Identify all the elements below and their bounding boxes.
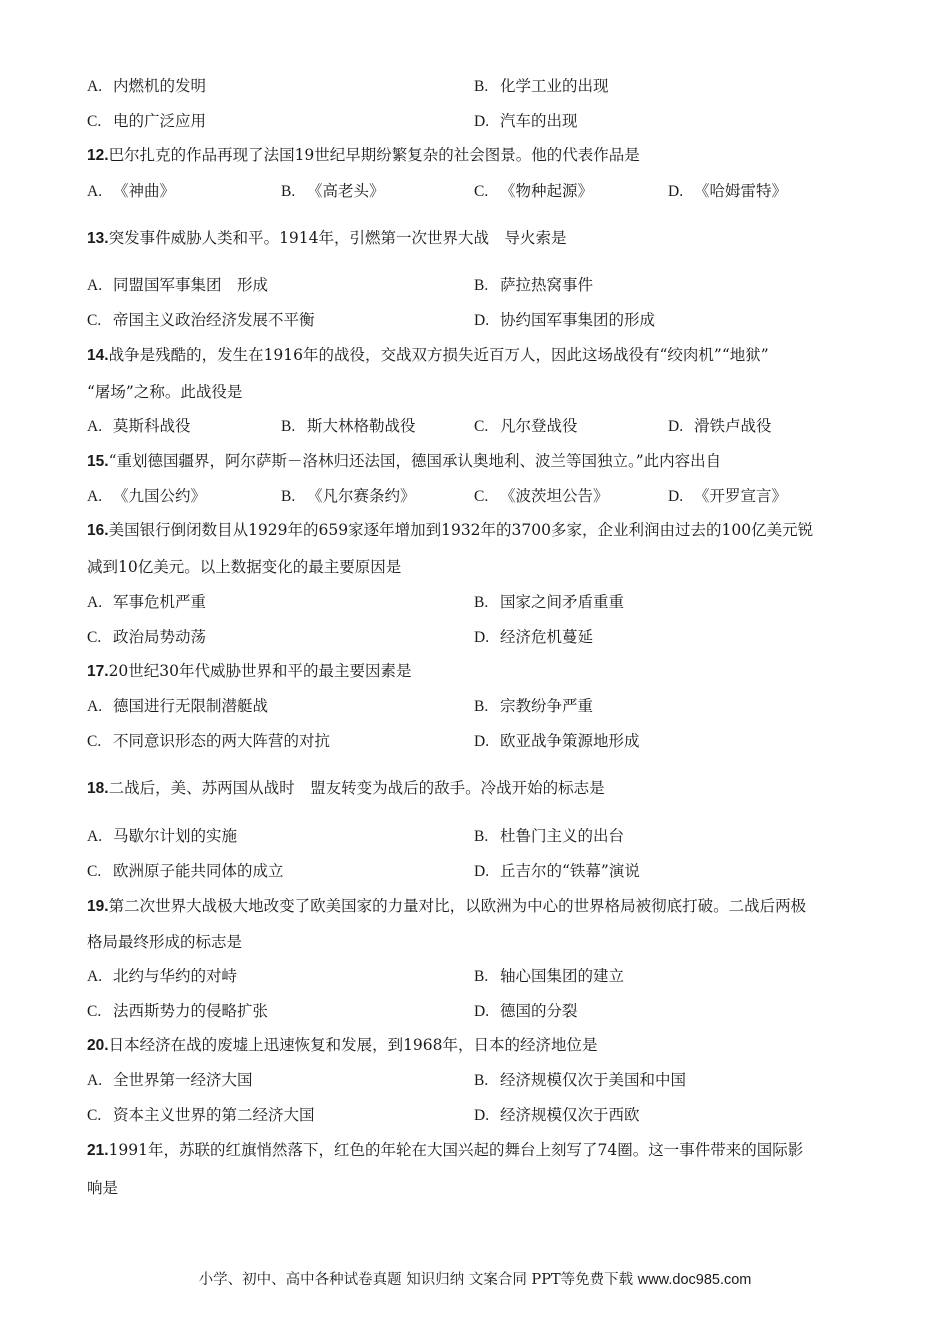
option-b[interactable]: B. 国家之间矛盾重重 (474, 593, 625, 611)
question-13-stem: 13.突发事件威胁人类和平。1914年，引燃第一次世界大战 导火索是 (87, 229, 567, 247)
option-a[interactable]: A. 军事危机严重 (87, 593, 207, 611)
question-14-stem: 14.战争是残酷的，发生在1916年的战役，交战双方损失近百万人，因此这场战役有“绞肉机”“地狱” (87, 346, 769, 364)
option-c[interactable]: C. 资本主义世界的第二经济大国 (87, 1106, 315, 1124)
option-b[interactable]: B. 化学工业的出现 (474, 77, 609, 95)
footer-text: 小学、初中、高中各种试卷真题 知识归纳 文案合同 PPT等免费下载 (198, 1272, 634, 1288)
question-16-stem: 16.美国银行倒闭数目从1929年的659家逐年增加到1932年的3700多家，企业利润由过去的100亿美元锐 (87, 521, 814, 539)
option-d[interactable]: D. 经济危机蔓延 (474, 628, 594, 646)
option-d[interactable]: D. 德国的分裂 (474, 1002, 578, 1020)
option-a[interactable]: A. 同盟国军事集团 形成 (87, 276, 269, 294)
option-a[interactable]: A. 马歇尔计划的实施 (87, 827, 238, 845)
option-b[interactable]: B. 《高老头》 (281, 182, 385, 200)
option-c[interactable]: C. 电的广泛应用 (87, 112, 207, 130)
option-a[interactable]: A. 内燃机的发明 (87, 77, 207, 95)
option-d[interactable]: D. 协约国军事集团的形成 (474, 311, 656, 329)
option-a[interactable]: A. 全世界第一经济大国 (87, 1071, 253, 1089)
option-c[interactable]: C. 帝国主义政治经济发展不平衡 (87, 311, 315, 329)
option-b[interactable]: B. 杜鲁门主义的出台 (474, 827, 625, 845)
option-b[interactable]: B. 萨拉热窝事件 (474, 276, 594, 294)
option-d[interactable]: D. 汽车的出现 (474, 112, 578, 130)
page-footer (0, 1270, 950, 1290)
option-c[interactable]: C. 《物种起源》 (474, 182, 594, 200)
option-d[interactable]: D. 《开罗宣言》 (668, 487, 788, 505)
option-a[interactable]: A. 德国进行无限制潜艇战 (87, 697, 269, 715)
option-d[interactable]: D. 《哈姆雷特》 (668, 182, 788, 200)
option-a[interactable]: A. 北约与华约的对峙 (87, 967, 238, 985)
question-14-stem-cont: “屠场”之称。此战役是 (87, 383, 243, 401)
option-a[interactable]: A. 《九国公约》 (87, 487, 207, 505)
option-a[interactable]: A. 莫斯科战役 (87, 417, 191, 435)
question-19-stem-cont: 格局最终形成的标志是 (87, 933, 243, 951)
option-b[interactable]: B. 经济规模仅次于美国和中国 (474, 1071, 687, 1089)
question-16-stem-cont: 减到10亿美元。以上数据变化的最主要原因是 (87, 558, 402, 576)
option-a[interactable]: A. 《神曲》 (87, 182, 176, 200)
option-d[interactable]: D. 滑铁卢战役 (668, 417, 772, 435)
option-c[interactable]: C. 不同意识形态的两大阵营的对抗 (87, 732, 331, 750)
question-21-stem: 21.1991年，苏联的红旗悄然落下，红色的年轮在大国兴起的舞台上刻写了74圈。这一事件带来的国际影 (87, 1141, 804, 1159)
option-d[interactable]: D. 欧亚战争策源地形成 (474, 732, 640, 750)
question-18-stem: 18.二战后，美、苏两国从战时 盟友转变为战后的敌手。冷战开始的标志是 (87, 779, 605, 797)
question-12-stem: 12.巴尔扎克的作品再现了法国19世纪早期纷繁复杂的社会图景。他的代表作品是 (87, 146, 640, 164)
option-c[interactable]: C. 政治局势动荡 (87, 628, 207, 646)
option-c[interactable]: C. 《波茨坦公告》 (474, 487, 609, 505)
option-b[interactable]: B. 轴心国集团的建立 (474, 967, 625, 985)
question-21-stem-cont: 响是 (87, 1179, 119, 1197)
question-17-stem: 17.20世纪30年代威胁世界和平的最主要因素是 (87, 662, 412, 680)
footer-link[interactable]: www.doc985.com (637, 1272, 752, 1288)
option-b[interactable]: B. 《凡尔赛条约》 (281, 487, 416, 505)
option-c[interactable]: C. 法西斯势力的侵略扩张 (87, 1002, 269, 1020)
question-19-stem: 19.第二次世界大战极大地改变了欧美国家的力量对比，以欧洲为中心的世界格局被彻底打破。二战后两极 (87, 897, 807, 915)
option-d[interactable]: D. 丘吉尔的“铁幕”演说 (474, 862, 640, 880)
option-c[interactable]: C. 欧洲原子能共同体的成立 (87, 862, 284, 880)
option-b[interactable]: B. 斯大林格勒战役 (281, 417, 416, 435)
option-c[interactable]: C. 凡尔登战役 (474, 417, 578, 435)
question-15-stem: 15.“重划德国疆界，阿尔萨斯－洛林归还法国，德国承认奥地利、波兰等国独立。”此内容出自 (87, 452, 722, 470)
question-20-stem: 20.日本经济在战的废墟上迅速恢复和发展，到1968年，日本的经济地位是 (87, 1036, 598, 1054)
option-d[interactable]: D. 经济规模仅次于西欧 (474, 1106, 640, 1124)
option-b[interactable]: B. 宗教纷争严重 (474, 697, 594, 715)
